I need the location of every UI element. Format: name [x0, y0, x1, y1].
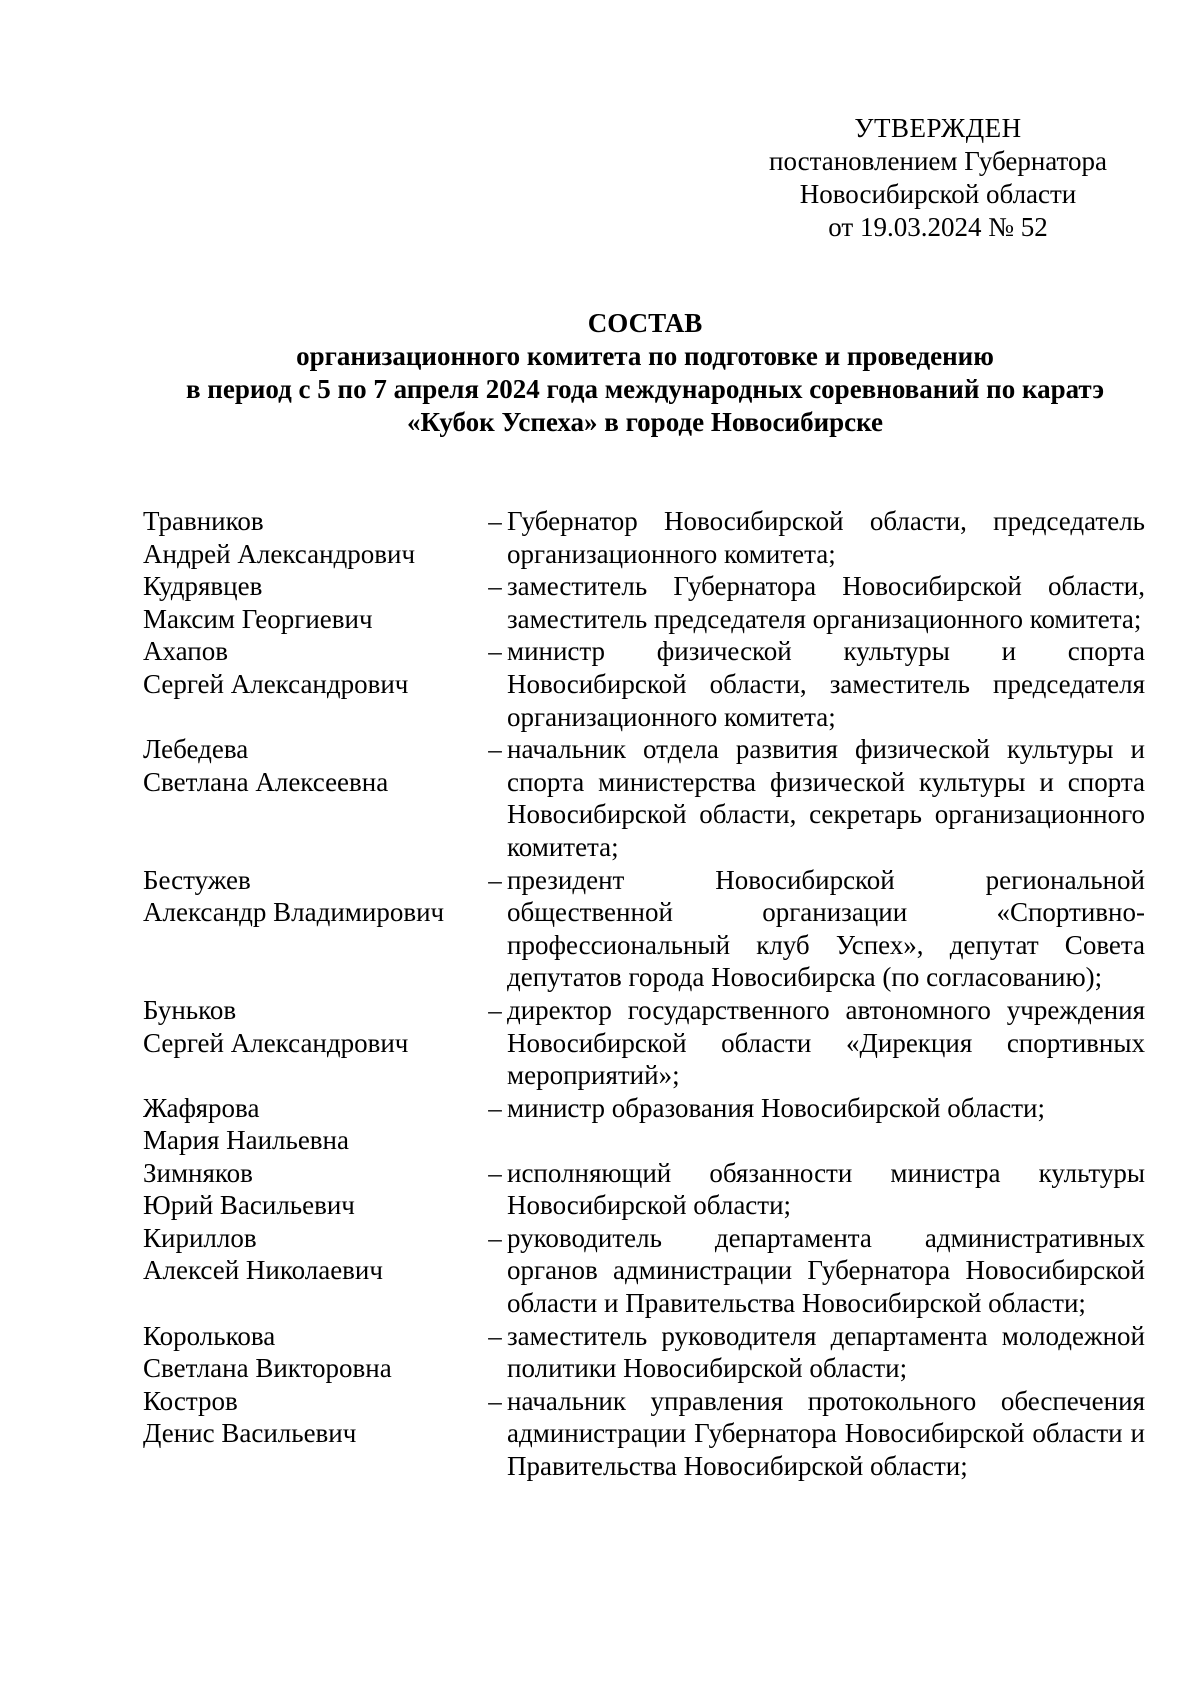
document-subtitle-line: организационного комитета по подготовке и проведению: [296, 341, 994, 371]
member-name: [143, 1320, 483, 1385]
committee-member-row: [143, 864, 1145, 994]
member-name: [143, 1385, 483, 1450]
member-surname: Лебедева: [143, 734, 249, 765]
member-role: министр физической культуры и спорта Новосибирской области, заместитель председателя организационного комитета;: [507, 636, 1145, 732]
member-role: начальник отдела развития физической культуры и спорта министерства физической культуры и спорта Новосибирской области, секретарь организационного комитета;: [507, 734, 1145, 862]
member-role: президент Новосибирской региональной общественной организации «Спортивно-профессиональный клуб Успех», депутат Совета депутатов города Новосибирска (по согласованию);: [507, 864, 1145, 993]
document-heading: [130, 307, 1160, 439]
member-surname: Бестужев: [143, 864, 251, 895]
committee-member-row: [143, 994, 1145, 1092]
committee-member-row: [143, 570, 1145, 635]
member-surname: Травников: [143, 506, 264, 536]
member-surname: Ахапов: [143, 636, 228, 667]
approval-decree-number: от 19.03.2024 № 52: [828, 212, 1048, 242]
committee-member-row: [143, 505, 1145, 570]
member-dash: –: [488, 994, 502, 1025]
member-given-names: Андрей Александрович: [143, 538, 416, 569]
approval-title: УТВЕРЖДЕН: [854, 113, 1022, 143]
member-role: исполняющий обязанности министра культуры Новосибирской области;: [507, 1157, 1145, 1221]
member-role: заместитель руководителя департамента молодежной политики Новосибирской области;: [507, 1320, 1145, 1384]
member-given-names: Александр Владимирович: [143, 897, 445, 928]
member-surname: Королькова: [143, 1320, 276, 1351]
member-surname: Буньков: [143, 994, 237, 1025]
member-surname: Кудрявцев: [143, 571, 263, 602]
document-subtitle-line: в период с 5 по 7 апреля 2024 года международных соревнований по каратэ: [185, 374, 1105, 404]
member-role: Губернатор Новосибирской области, председатель организационного комитета;: [507, 506, 1145, 569]
member-name: [143, 864, 483, 929]
committee-member-row: [143, 1385, 1145, 1483]
committee-member-list: [143, 505, 1145, 1483]
document-title: СОСТАВ: [587, 308, 703, 338]
committee-member-row: [143, 1157, 1145, 1222]
member-name: [143, 1157, 483, 1222]
committee-member-row: [143, 733, 1145, 863]
member-given-names: Сергей Александрович: [143, 668, 409, 699]
member-name: [143, 733, 483, 798]
member-given-names: Алексей Николаевич: [143, 1255, 383, 1286]
member-name: [143, 505, 483, 570]
member-role: заместитель Губернатора Новосибирской области, заместитель председателя организационного комитета;: [507, 571, 1145, 634]
member-name: [143, 1092, 483, 1157]
approval-line: Новосибирской области: [799, 179, 1077, 209]
committee-member-row: [143, 1222, 1145, 1320]
member-role: руководитель департамента административных органов администрации Губернатора Новосибирской области и Правительства Новосибирской области;: [507, 1222, 1145, 1319]
member-dash: –: [488, 1222, 502, 1253]
member-name: [143, 994, 483, 1059]
member-given-names: Мария Наильевна: [143, 1125, 349, 1156]
member-name: [143, 635, 483, 700]
member-surname: Костров: [143, 1385, 238, 1416]
member-surname: Кириллов: [143, 1222, 257, 1253]
approval-line: постановлением Губернатора: [769, 146, 1107, 176]
member-dash: –: [488, 506, 502, 536]
member-given-names: Светлана Алексеевна: [143, 766, 389, 797]
approval-stamp: [748, 112, 1128, 244]
member-given-names: Сергей Александрович: [143, 1027, 409, 1058]
committee-member-row: [143, 1092, 1145, 1157]
member-surname: Жафярова: [143, 1092, 260, 1123]
committee-member-row: [143, 1320, 1145, 1385]
member-given-names: Юрий Васильевич: [143, 1190, 355, 1221]
member-dash: –: [488, 1157, 502, 1188]
member-surname: Зимняков: [143, 1157, 253, 1188]
document-subtitle-line: «Кубок Успеха» в городе Новосибирске: [406, 407, 884, 437]
member-name: [143, 570, 483, 635]
member-dash: –: [488, 734, 502, 765]
member-name: [143, 1222, 483, 1287]
member-given-names: Денис Васильевич: [143, 1418, 357, 1449]
member-dash: –: [488, 1092, 502, 1123]
committee-member-row: [143, 635, 1145, 733]
member-role: директор государственного автономного учреждения Новосибирской области «Дирекция спортивных мероприятий»;: [507, 994, 1145, 1091]
member-role: начальник управления протокольного обеспечения администрации Губернатора Новосибирской области и Правительства Новосибирской области;: [507, 1385, 1145, 1482]
member-given-names: Светлана Викторовна: [143, 1353, 392, 1384]
member-role: министр образования Новосибирской области;: [507, 1092, 1046, 1123]
member-dash: –: [488, 1320, 502, 1351]
member-given-names: Максим Георгиевич: [143, 603, 373, 634]
member-dash: –: [488, 636, 502, 667]
member-dash: –: [488, 864, 502, 895]
member-dash: –: [488, 571, 502, 602]
member-dash: –: [488, 1385, 502, 1416]
